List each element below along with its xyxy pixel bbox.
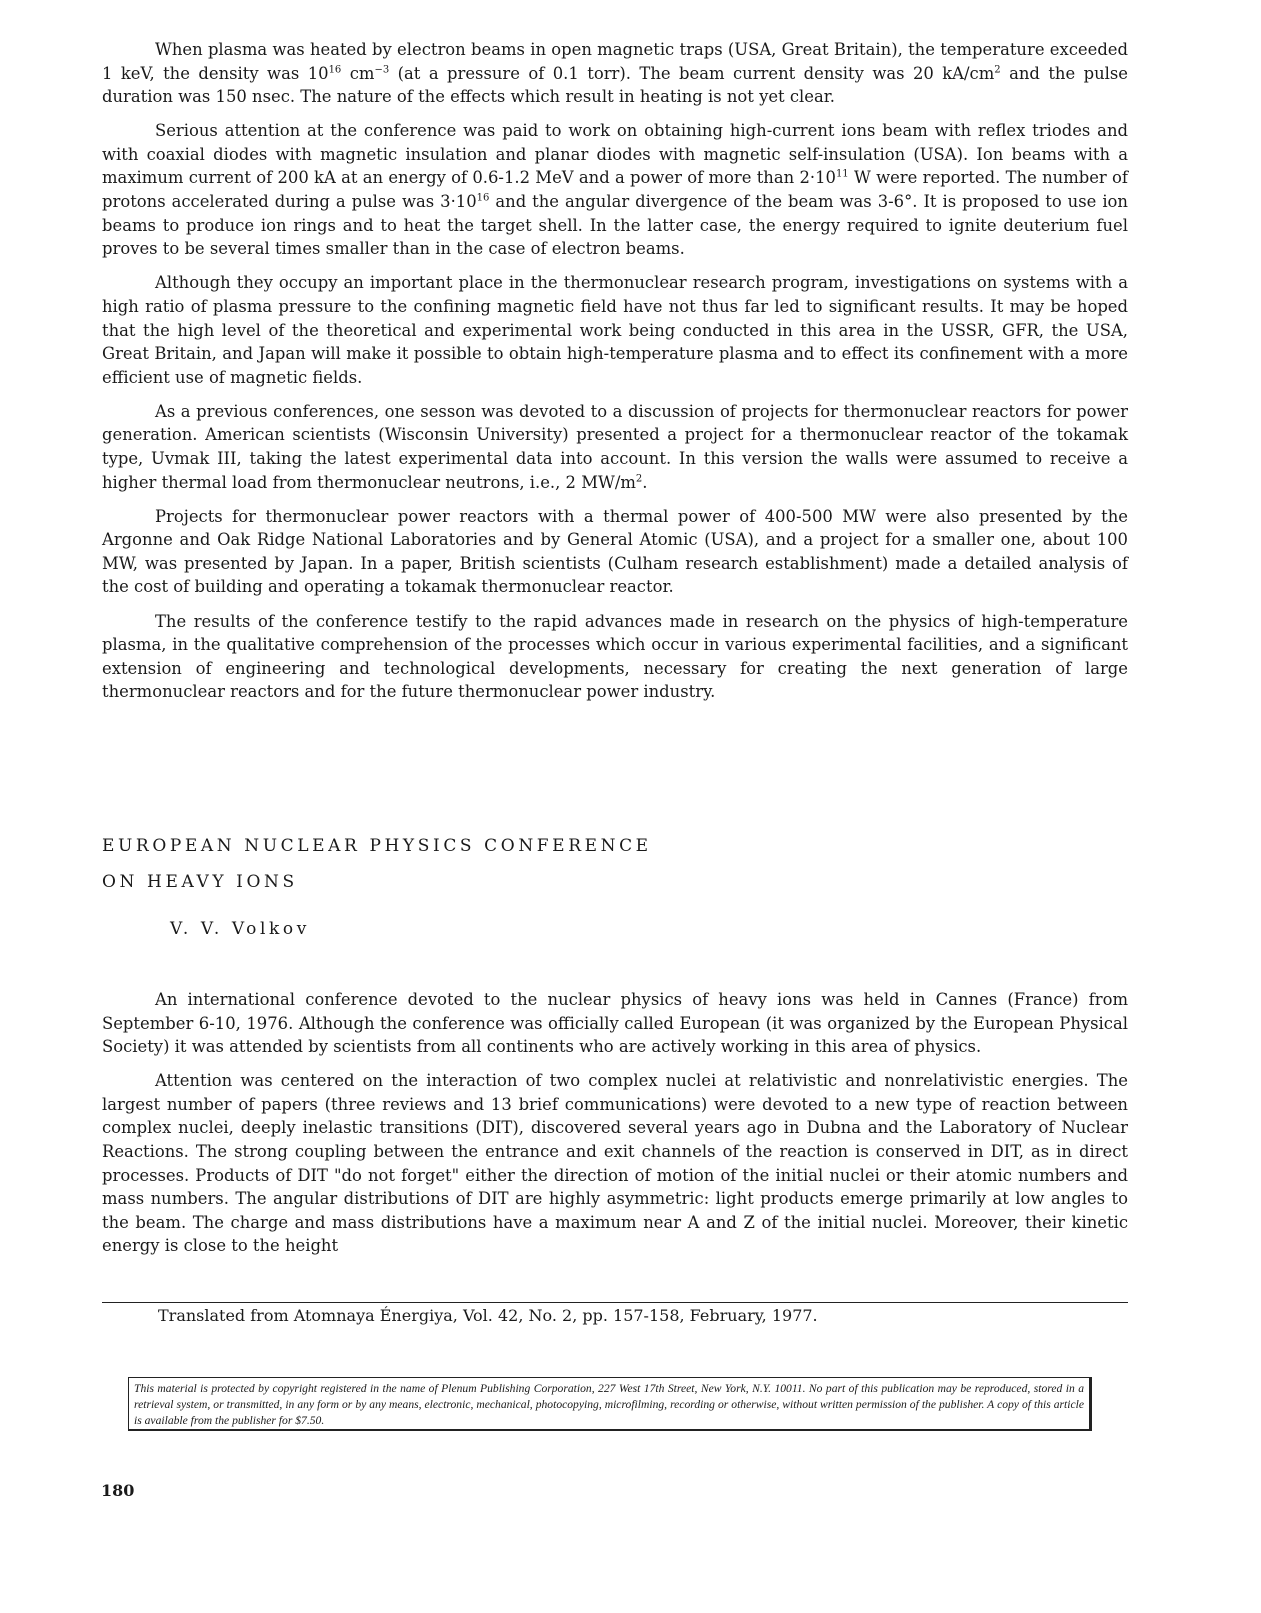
paragraph bbox=[102, 38, 1128, 109]
paragraph bbox=[102, 505, 1128, 599]
paragraph-text: Although they occupy an important place in the thermonuclear research program, investigations on systems with a high ratio of plasma pressure to the confining magnetic field have not thus far led to significant results. It may be hoped that the high level of the theoretical and experimental work being conducted in this area in the USSR, GFR, the USA, Great Britain, and Japan will make it possible to obtain high-temperature plasma and to effect its confinement with a more efficient use of magnetic fields. bbox=[102, 273, 1128, 387]
translation-footnote: Translated from Atomnaya Énergiya, Vol. 42, No. 2, pp. 157-158, February, 1977. bbox=[158, 1306, 818, 1325]
page-number: 180 bbox=[101, 1481, 135, 1500]
paragraph bbox=[102, 119, 1128, 261]
paragraph bbox=[102, 1069, 1128, 1258]
paragraph-text: Serious attention at the conference was paid to work on obtaining high-current ions beam with reflex triodes and with coaxial diodes with magnetic insulation and planar diodes with magnetic self-insulation (USA). Ion beams with a maximum current of 200 kA at an energy of 0.6-1.2 MeV and a power of more than 2·10 bbox=[102, 121, 1128, 188]
paragraph-text: Attention was centered on the interaction of two complex nuclei at relativistic and nonrelativistic energies. The largest number of papers (three reviews and 13 brief communications) were devoted to a new type of reaction between complex nuclei, deeply inelastic transitions (DIT), discovered several years ago in Dubna and the Laboratory of Nuclear Reactions. The strong coupling between the entrance and exit channels of the reaction is conserved in DIT, as in direct processes. Products of DIT "do not forget" either the direction of motion of the initial nuclei or their atomic numbers and mass numbers. The angular distributions of DIT are highly asymmetric: light products emerge primarily at low angles to the beam. The charge and mass distributions have a maximum near A and Z of the initial nuclei. Moreover, their kinetic energy is close to the height bbox=[102, 1071, 1128, 1256]
superscript: 2 bbox=[994, 64, 1001, 76]
article2-title-line2: ON HEAVY IONS bbox=[102, 872, 298, 892]
paragraph-text: and the angular divergence of the beam was 3-6°. It is proposed to use ion beams to produce ion rings and to heat the target shell. In the latter case, the energy required to ignite deuterium fuel proves to be several times smaller than in the case of electron beams. bbox=[102, 192, 1128, 259]
article2-author: V. V. Volkov bbox=[170, 919, 310, 939]
paragraph bbox=[102, 400, 1128, 494]
paragraph-text: cm bbox=[341, 63, 375, 83]
paragraph-text: W were reported. The number of protons accelerated during a pulse was 3·10 bbox=[102, 168, 1128, 212]
superscript: 16 bbox=[328, 64, 342, 76]
paragraph-text: When plasma was heated by electron beams in open magnetic traps (USA, Great Britain), the temperature exceeded 1 keV, the density was 10 bbox=[102, 40, 1128, 83]
paragraph-text: (at a pressure of 0.1 torr). The beam current density was 20 kA/cm bbox=[389, 63, 995, 83]
superscript: −3 bbox=[374, 64, 390, 76]
paragraph-text: . bbox=[642, 472, 648, 492]
paragraph-text: and the pulse duration was 150 nsec. The nature of the effects which result in heating is not yet clear. bbox=[102, 63, 1128, 107]
copyright-notice: This material is protected by copyright registered in the name of Plenum Publishing Corporation, 227 West 17th Street, New York, N.Y. 10011. No part of this publication may be reproduced, stored in a retrieval system, or transmitted, in any form or by any means, electronic, mechanical, photocopying, microfilming, recording or otherwise, without written permission of the publisher. A copy of this article is available from the publisher for $7.50. bbox=[128, 1377, 1092, 1431]
paragraph-text: The results of the conference testify to the rapid advances made in research on the physics of high-temperature plasma, in the qualitative comprehension of the processes which occur in various experimental facilities, and a significant extension of engineering and technological developments, necessary for creating the next generation of large thermonuclear reactors and for the future thermonuclear power industry. bbox=[102, 611, 1128, 702]
paragraph-text: Projects for thermonuclear power reactors with a thermal power of 400-500 MW were also presented by the Argonne and Oak Ridge National Laboratories and by General Atomic (USA), and a project for a smaller one, about 100 MW, was presented by Japan. In a paper, British scientists (Culham research establishment) made a detailed analysis of the cost of building and operating a tokamak thermonuclear reactor. bbox=[102, 506, 1128, 597]
superscript: 16 bbox=[476, 192, 490, 204]
footnote-rule bbox=[102, 1302, 1128, 1303]
paragraph bbox=[102, 271, 1128, 389]
paragraph bbox=[102, 610, 1128, 704]
paragraph bbox=[102, 988, 1128, 1059]
superscript: 11 bbox=[835, 169, 849, 180]
paragraph-text: An international conference devoted to the nuclear physics of heavy ions was held in Cannes (France) from September 6-10, 1976. Although the conference was officially called European (it was organized by the European Physical Society) it was attended by scientists from all continents who are actively working in this area of physics. bbox=[102, 990, 1128, 1057]
article2-title-line1: EUROPEAN NUCLEAR PHYSICS CONFERENCE bbox=[102, 836, 652, 856]
article1-body bbox=[102, 38, 1128, 714]
superscript: 2 bbox=[635, 473, 643, 485]
paragraph-text: As a previous conferences, one sesson was devoted to a discussion of projects for thermonuclear reactors for power generation. American scientists (Wisconsin University) presented a project for a thermonuclear reactor of the tokamak type, Uvmak III, taking the latest experimental data into account. In this version the walls were assumed to receive a higher thermal load from thermonuclear neutrons, i.e., 2 MW/m bbox=[102, 401, 1128, 492]
article2-body bbox=[102, 988, 1128, 1269]
